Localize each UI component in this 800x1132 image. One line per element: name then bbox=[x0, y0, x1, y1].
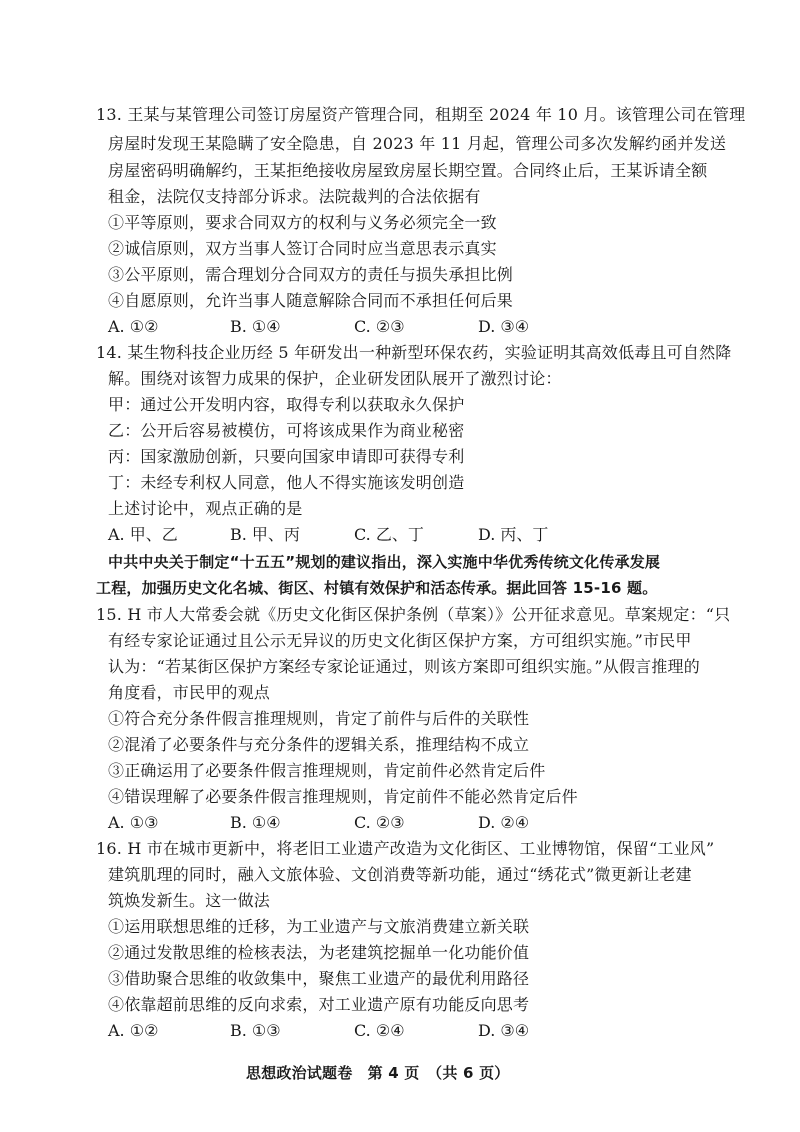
question-14-statement-2: 乙：公开后容易被模仿，可将该成果作为商业秘密 bbox=[108, 421, 465, 440]
question-13-statement-1: ①平等原则，要求合同双方的权利与义务必须完全一致 bbox=[108, 213, 497, 232]
question-14-statement-1: 甲：通过公开发明内容，取得专利以获取永久保护 bbox=[108, 395, 465, 414]
question-14-stem: 上述讨论中，观点正确的是 bbox=[108, 499, 303, 518]
question-14-statement-4: 丁：未经专利权人同意，他人不得实施该发明创造 bbox=[108, 473, 465, 492]
option-b: B. ①③ bbox=[230, 1021, 281, 1040]
option-b: B. 甲、丙 bbox=[230, 525, 300, 544]
question-16-statement-3: ③借助聚合思维的收敛集中，聚焦工业遗产的最优利用路径 bbox=[108, 969, 530, 988]
option-a: A. ①② bbox=[108, 317, 159, 336]
option-b: B. ①④ bbox=[230, 813, 281, 832]
option-c: C. ②④ bbox=[354, 1021, 405, 1040]
question-16-line-2: 建筑肌理的同时，融入文旅体验、文创消费等新功能，通过“绣花式”微更新让老建 bbox=[108, 865, 692, 884]
option-b: B. ①④ bbox=[230, 317, 281, 336]
question-16-statement-4: ④依靠超前思维的反向求索，对工业遗产原有功能反向思考 bbox=[108, 995, 530, 1014]
material-intro-line-1: 中共中央关于制定“十五五”规划的建议指出，深入实施中华优秀传统文化传承发展 bbox=[108, 553, 661, 571]
question-13-line-3: 房屋密码明确解约，王某拒绝接收房屋致房屋长期空置。合同终止后，王某诉请全额 bbox=[108, 161, 708, 180]
question-13-statement-3: ③公平原则，需合理划分合同双方的责任与损失承担比例 bbox=[108, 265, 514, 284]
question-13-line-4: 租金，法院仅支持部分诉求。法院裁判的合法依据有 bbox=[108, 187, 481, 206]
material-intro-line-2: 工程，加强历史文化名城、街区、村镇有效保护和活态传承。据此回答 15-16 题。 bbox=[96, 579, 658, 597]
question-15-statement-4: ④错误理解了必要条件假言推理规则，肯定前件不能必然肯定后件 bbox=[108, 787, 578, 806]
question-15-line-3: 认为：“若某街区保护方案经专家论证通过，则该方案即可组织实施。”从假言推理的 bbox=[108, 657, 700, 676]
option-d: D. ③④ bbox=[478, 317, 530, 336]
question-15-statement-3: ③正确运用了必要条件假言推理规则，肯定前件必然肯定后件 bbox=[108, 761, 546, 780]
question-16-statement-1: ①运用联想思维的迁移，为工业遗产与文旅消费建立新关联 bbox=[108, 917, 530, 936]
option-c: C. ②③ bbox=[354, 317, 405, 336]
question-13-line-2: 房屋时发现王某隐瞒了安全隐患，自 2023 年 11 月起，管理公司多次发解约函并发送 bbox=[108, 134, 727, 153]
question-15-statement-2: ②混淆了必要条件与充分条件的逻辑关系，推理结构不成立 bbox=[108, 735, 530, 754]
page-footer: 思想政治试题卷 第 4 页 （共 6 页） bbox=[246, 1064, 510, 1082]
option-d: D. 丙、丁 bbox=[478, 525, 549, 544]
option-a: A. 甲、乙 bbox=[108, 525, 178, 544]
question-14-line-2: 解。围绕对该智力成果的保护，企业研发团队展开了激烈讨论： bbox=[108, 369, 562, 388]
question-15-line-4: 角度看，市民甲的观点 bbox=[108, 683, 271, 702]
question-15-statement-1: ①符合充分条件假言推理规则，肯定了前件与后件的关联性 bbox=[108, 709, 530, 728]
question-13-statement-4: ④自愿原则，允许当事人随意解除合同而不承担任何后果 bbox=[108, 291, 514, 310]
question-14-line-1: 14. 某生物科技企业历经 5 年研发出一种新型环保农药，实验证明其高效低毒且可自然降 bbox=[96, 343, 732, 362]
option-d: D. ③④ bbox=[478, 1021, 530, 1040]
option-c: C. 乙、丁 bbox=[354, 525, 424, 544]
option-c: C. ②③ bbox=[354, 813, 405, 832]
question-13-statement-2: ②诚信原则，双方当事人签订合同时应当意思表示真实 bbox=[108, 239, 497, 258]
question-15-line-1: 15. H 市人大常委会就《历史文化街区保护条例（草案）》公开征求意见。草案规定：“只 bbox=[96, 605, 731, 624]
option-d: D. ②④ bbox=[478, 813, 530, 832]
question-13-line-1: 13. 王某与某管理公司签订房屋资产管理合同，租期至 2024 年 10 月。该管理公司在管理 bbox=[96, 105, 746, 124]
question-16-line-1: 16. H 市在城市更新中，将老旧工业遗产改造为文化街区、工业博物馆，保留“工业风” bbox=[96, 839, 715, 858]
question-16-line-3: 筑焕发新生。这一做法 bbox=[108, 891, 271, 910]
option-a: A. ①③ bbox=[108, 813, 159, 832]
question-15-line-2: 有经专家论证通过且公示无异议的历史文化街区保护方案，方可组织实施。”市民甲 bbox=[108, 631, 692, 650]
question-14-statement-3: 丙：国家激励创新，只要向国家申请即可获得专利 bbox=[108, 447, 465, 466]
question-16-statement-2: ②通过发散思维的检核表法，为老建筑挖掘单一化功能价值 bbox=[108, 943, 530, 962]
option-a: A. ①② bbox=[108, 1021, 159, 1040]
